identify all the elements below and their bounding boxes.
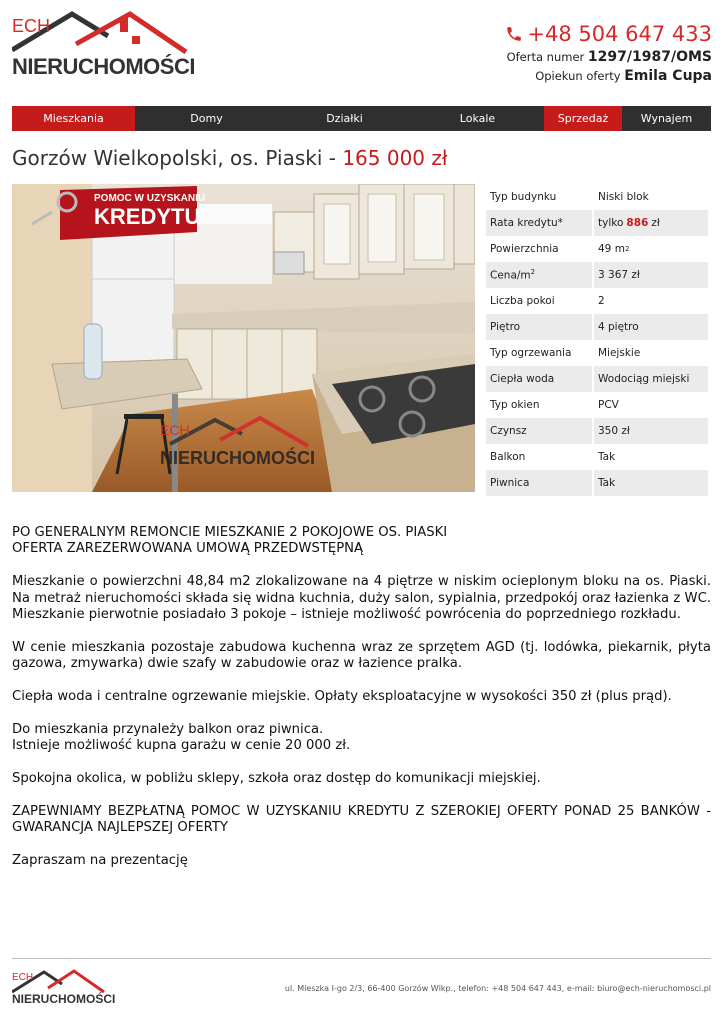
area-sup: 2 [624, 245, 630, 253]
table-row [486, 236, 708, 262]
watermark-ech: ECH [160, 422, 190, 438]
prop-key: Typ budynku [490, 191, 557, 203]
description-line: Do mieszkania przynależy balkon oraz piwnica. [12, 721, 324, 737]
footer-logo[interactable] [12, 968, 116, 1008]
nav-item-wynajem[interactable]: Wynajem [640, 112, 693, 125]
nav-item-lokale[interactable]: Lokale [459, 112, 496, 125]
prop-key: Ciepła woda [490, 373, 555, 385]
nav-item-dzialki[interactable]: Działki [326, 112, 363, 125]
listing-location: Gorzów Wielkopolski, os. Piaski - [12, 146, 343, 170]
prop-key: Liczba pokoi [490, 295, 555, 307]
description-paragraph: Ciepła woda i centralne ogrzewanie miejskie. Opłaty eksploatacyjne w wysokości 350 zł (plus prąd). [12, 689, 672, 705]
prop-key: Rata kredytu* [490, 217, 563, 229]
prop-value: 4 piętro [592, 314, 708, 340]
table-row [486, 418, 708, 444]
prop-value: 3 367 zł [592, 262, 708, 288]
credit-banner-top: POMOC W UZYSKANIU [94, 193, 206, 204]
agent-name: Emila Cupa [624, 68, 712, 84]
footer-logo-ech: ECH [12, 972, 34, 983]
table-row [486, 210, 708, 236]
prop-key [486, 268, 592, 282]
description-paragraph: Mieszkanie o powierzchni 48,84 m2 zlokalizowane na 4 piętrze w niskim ocieplonym bloku na os. Piaski. Na metraż nieruchomości składa się widna kuchnia, duży salon, sypialnia, przedpokój oraz łazienka z WC. Mieszkanie pierwotnie posiadało 3 pokoje – istnieje możliwość powrócenia do poprzedniego rozkładu. [12, 574, 711, 623]
agent-line [505, 68, 712, 84]
prop-key: Typ ogrzewania [490, 347, 572, 359]
prop-value: Wodociąg miejski [592, 366, 708, 392]
description-paragraph: Zapraszam na prezentację [12, 853, 188, 869]
phone-text: +48 504 647 433 [527, 22, 712, 46]
listing-photo[interactable] [12, 184, 475, 492]
nav-item-domy[interactable]: Domy [190, 112, 223, 125]
prop-key: Piwnica [490, 477, 530, 489]
nav-item-mieszkania[interactable]: Mieszkania [12, 106, 135, 131]
prop-key: Typ okien [490, 399, 540, 411]
listing-price: 165 000 zł [342, 146, 448, 170]
prop-value: 2 [592, 288, 708, 314]
price-per-m-sup: 2 [530, 268, 536, 277]
logo-ech: ECH [12, 16, 51, 36]
table-row [486, 314, 708, 340]
description-heading-2: OFERTA ZAREZERWOWANA UMOWĄ PRZEDWSTĘPNĄ [12, 541, 364, 557]
listing-title [12, 146, 448, 170]
description-line: Istnieje możliwość kupna garażu w cenie 20 000 zł. [12, 738, 351, 754]
contact-block [505, 22, 712, 84]
table-row [486, 444, 708, 470]
prop-value [592, 210, 708, 236]
rate-prefix: tylko [598, 217, 624, 229]
watermark-brand: NIERUCHOMOŚCI [160, 448, 316, 468]
description-paragraph: W cenie mieszkania pozostaje zabudowa kuchenna wraz ze sprzętem AGD (tj. lodówka, piekarnik, płyta gazowa, zmywarka) dwie szafy w zabudowie oraz w łazience pralka. [12, 639, 711, 672]
prop-value: Niski blok [592, 184, 708, 210]
offer-number-line [505, 49, 712, 65]
logo-brand: NIERUCHOMOŚCI [12, 54, 195, 79]
prop-key: Balkon [490, 451, 526, 463]
prop-key: Piętro [490, 321, 521, 333]
description-headings [12, 525, 711, 558]
rate-currency: zł [651, 217, 660, 229]
description-paragraph: Spokojna okolica, w pobliżu sklepy, szkoła oraz dostęp do komunikacji miejskiej. [12, 771, 541, 787]
table-row [486, 340, 708, 366]
agent-label: Opiekun oferty [535, 69, 621, 83]
table-row [486, 262, 708, 288]
table-row [486, 184, 708, 210]
prop-value [592, 236, 708, 262]
main-nav [12, 106, 711, 131]
area-value: 49 m [598, 243, 625, 255]
phone-icon [505, 25, 523, 43]
prop-value: Tak [592, 470, 708, 496]
table-row [486, 288, 708, 314]
footer-divider [12, 958, 711, 959]
description-heading-1: PO GENERALNYM REMONCIE MIESZKANIE 2 POKOJOWE OS. PIASKI [12, 525, 448, 540]
offer-number: 1297/1987/OMS [587, 49, 712, 65]
prop-value: Tak [592, 444, 708, 470]
rate-amount: 886 [626, 217, 649, 229]
credit-banner [94, 194, 205, 228]
company-logo[interactable] [12, 10, 195, 82]
prop-key: Czynsz [490, 425, 527, 437]
phone-number[interactable] [505, 22, 712, 46]
offer-label: Oferta numer [506, 50, 585, 64]
footer-logo-brand: NIERUCHOMOŚCI [12, 992, 116, 1006]
property-details-table [486, 184, 708, 496]
credit-banner-bottom: KREDYTU [94, 204, 201, 229]
description-paragraph [12, 722, 711, 755]
table-row [486, 366, 708, 392]
prop-value: Miejskie [592, 340, 708, 366]
table-row [486, 392, 708, 418]
listing-description [12, 525, 711, 886]
prop-key: Powierzchnia [490, 243, 559, 255]
table-row [486, 470, 708, 496]
header [12, 10, 712, 90]
nav-item-sprzedaz[interactable]: Sprzedaż [544, 106, 622, 131]
prop-value: PCV [592, 392, 708, 418]
description-paragraph: ZAPEWNIAMY BEZPŁATNĄ POMOC W UZYSKANIU KREDYTU Z SZEROKIEJ OFERTY PONAD 25 BANKÓW - GWARANCJA NAJLEPSZEJ OFERTY [12, 803, 711, 836]
footer-address: ul. Mieszka I-go 2/3, 66-400 Gorzów Wlkp., telefon: +48 504 647 443, e-mail: biuro@ech-nieruchomosci.pl [284, 984, 711, 993]
price-per-m-label: Cena/m [490, 269, 531, 282]
prop-value: 350 zł [592, 418, 708, 444]
